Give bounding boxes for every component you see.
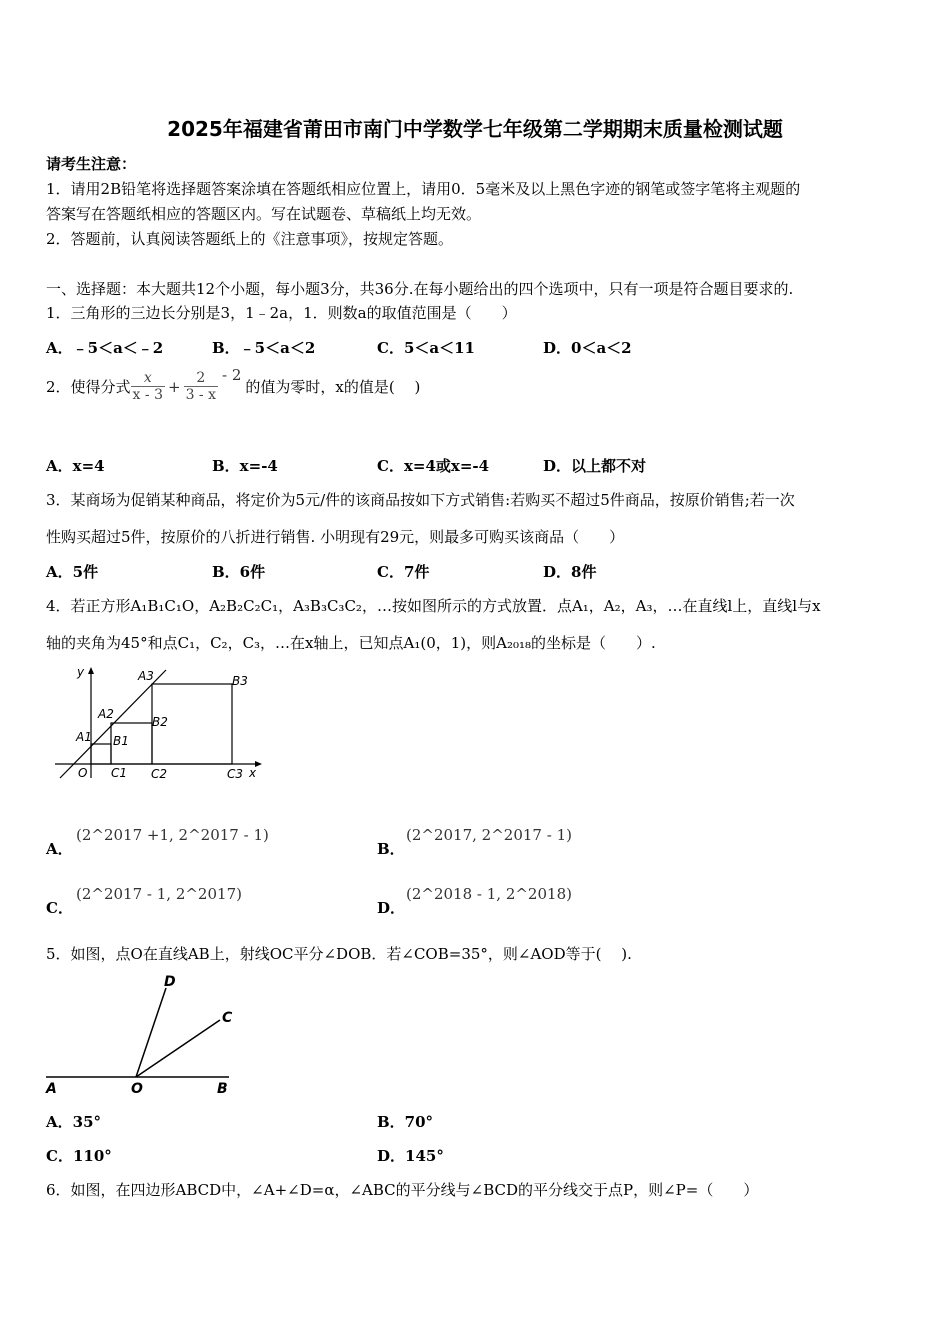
question-4-line-1: 4．若正方形A₁B₁C₁O，A₂B₂C₂C₁，A₃B₃C₃C₂，…按如图所示的方式放置．点A₁，A₂，A₃，…在直线l上，直线l与x bbox=[46, 597, 821, 615]
label-x: x bbox=[249, 766, 257, 780]
section-heading: 一、选择题：本大题共12个小题，每小题3分，共36分.在每小题给出的四个选项中，只有一项是符合题目要求的. bbox=[46, 280, 794, 298]
q2-option-b[interactable]: B．x=-4 bbox=[212, 457, 278, 475]
q1-option-d[interactable]: D．0＜a＜2 bbox=[543, 339, 632, 357]
q2-option-d[interactable]: D．以上都不对 bbox=[543, 457, 647, 475]
label-c2: C2 bbox=[151, 767, 168, 781]
q5-option-c[interactable]: C．110° bbox=[46, 1147, 112, 1165]
q2-frac2-den: 3 - x bbox=[185, 387, 216, 403]
q4-figure bbox=[50, 662, 265, 784]
q3-option-b[interactable]: B．6件 bbox=[212, 563, 266, 581]
q2-suffix: 的值为零时，x的值是( ) bbox=[245, 378, 421, 396]
notice-line-3: 2．答题前，认真阅读答题纸上的《注意事项》，按规定答题。 bbox=[46, 230, 454, 248]
label-d: D bbox=[164, 974, 176, 990]
label-c: C bbox=[222, 1010, 233, 1026]
y-axis-arrow-icon bbox=[88, 667, 94, 674]
q2-fraction-2 bbox=[184, 370, 218, 403]
notice-heading: 请考生注意： bbox=[46, 155, 137, 173]
q1-option-c[interactable]: C．5＜a＜11 bbox=[377, 339, 475, 357]
q4-option-b[interactable]: B． bbox=[377, 840, 405, 858]
question-5-stem: 5．如图，点O在直线AB上，射线OC平分∠DOB．若∠COB=35°，则∠AOD等于( ). bbox=[46, 945, 632, 963]
label-b1: B1 bbox=[113, 734, 129, 748]
q2-fraction-1 bbox=[131, 370, 165, 403]
q2-minus-two: - 2 bbox=[222, 365, 242, 384]
notice-line-1: 1．请用2B铅笔将选择题答案涂填在答题纸相应位置上，请用0．5毫米及以上黑色字迹的钢笔或签字笔将主观题的 bbox=[46, 180, 801, 198]
label-b3: B3 bbox=[232, 674, 248, 688]
q4-option-c-math: (2^2017 - 1, 2^2017) bbox=[76, 885, 242, 903]
q4-option-a[interactable]: A． bbox=[46, 840, 73, 858]
line-l bbox=[60, 670, 166, 778]
label-b: B bbox=[217, 1081, 228, 1097]
q4-option-c[interactable]: C． bbox=[46, 899, 73, 917]
q1-option-b[interactable]: B．﹣5＜a＜2 bbox=[212, 339, 316, 357]
q2-prefix: 2．使得分式 bbox=[46, 378, 131, 396]
label-b2: B2 bbox=[152, 715, 168, 729]
page-title: 2025年福建省莆田市南门中学数学七年级第二学期期末质量检测试题 bbox=[167, 117, 783, 141]
label-o: O bbox=[131, 1081, 143, 1097]
q3-option-d[interactable]: D．8件 bbox=[543, 563, 597, 581]
label-c3: C3 bbox=[227, 767, 244, 781]
label-c1: C1 bbox=[111, 766, 128, 780]
question-4-line-2: 轴的夹角为45°和点C₁，C₂，C₃，…在x轴上，已知点A₁(0，1)，则A₂₀₁₈的坐标是（ ）. bbox=[46, 634, 656, 652]
q4-option-d[interactable]: D． bbox=[377, 899, 406, 917]
label-o: O bbox=[78, 766, 88, 780]
square-1 bbox=[91, 744, 111, 764]
q5-option-a[interactable]: A．35° bbox=[46, 1113, 102, 1131]
q2-frac1-num: x bbox=[131, 370, 165, 387]
q2-plus: + bbox=[167, 377, 181, 396]
q2-option-a[interactable]: A．x=4 bbox=[46, 457, 105, 475]
ray-oc bbox=[136, 1020, 220, 1077]
notice-line-2: 答案写在答题纸相应的答题区内。写在试题卷、草稿纸上均无效。 bbox=[46, 205, 482, 223]
label-a3: A3 bbox=[138, 669, 154, 683]
question-3-line-1: 3．某商场为促销某种商品，将定价为5元/件的该商品按如下方式销售:若购买不超过5件商品，按原价销售;若一次 bbox=[46, 491, 795, 509]
ray-od bbox=[136, 988, 166, 1077]
question-6-stem: 6．如图，在四边形ABCD中，∠A+∠D=α，∠ABC的平分线与∠BCD的平分线交于点P，则∠P=（ ） bbox=[46, 1181, 759, 1199]
q5-option-b[interactable]: B．70° bbox=[377, 1113, 434, 1131]
q1-option-a[interactable]: A．﹣5＜a＜﹣2 bbox=[46, 339, 164, 357]
q3-option-a[interactable]: A．5件 bbox=[46, 563, 99, 581]
question-1-stem: 1．三角形的三边长分别是3，1﹣2a，1．则数a的取值范围是（ ） bbox=[46, 304, 517, 322]
label-a1: A1 bbox=[76, 730, 92, 744]
label-a2: A2 bbox=[98, 707, 114, 721]
q5-figure bbox=[44, 970, 244, 1098]
q4-option-d-math: (2^2018 - 1, 2^2018) bbox=[406, 885, 572, 903]
label-a: A bbox=[46, 1081, 57, 1097]
label-y: y bbox=[77, 665, 85, 679]
question-2-stem bbox=[46, 365, 421, 403]
q5-option-d[interactable]: D．145° bbox=[377, 1147, 444, 1165]
q4-option-a-math: (2^2017 +1, 2^2017 - 1) bbox=[76, 826, 269, 844]
q3-option-c[interactable]: C．7件 bbox=[377, 563, 430, 581]
q4-option-b-math: (2^2017, 2^2017 - 1) bbox=[406, 826, 572, 844]
question-3-line-2: 性购买超过5件，按原价的八折进行销售. 小明现有29元，则最多可购买该商品（ ） bbox=[46, 528, 625, 546]
q2-frac2-num: 2 bbox=[184, 370, 218, 387]
q2-option-c[interactable]: C．x=4或x=-4 bbox=[377, 457, 490, 475]
q2-frac1-den: x - 3 bbox=[132, 387, 163, 403]
